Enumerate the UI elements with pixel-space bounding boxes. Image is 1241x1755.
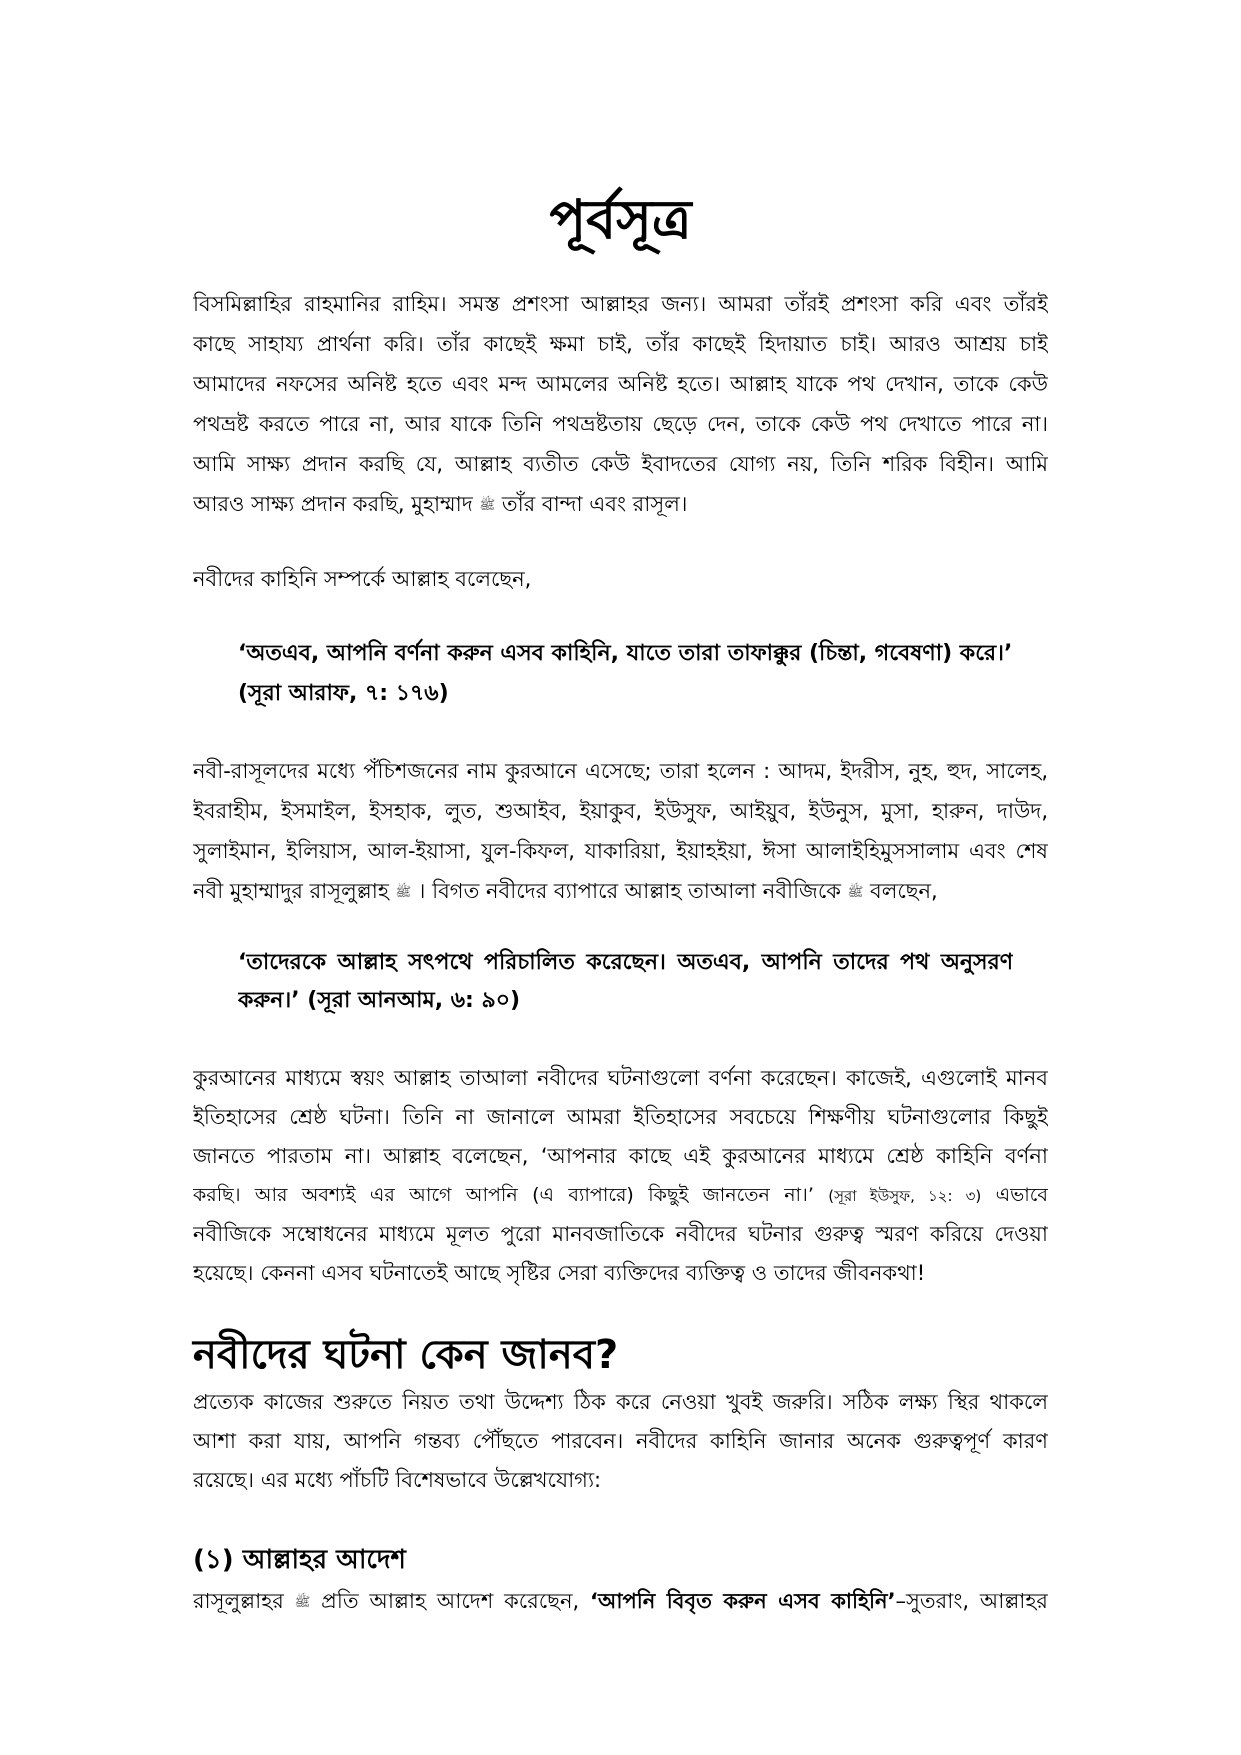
text-line <box>193 871 1048 911</box>
history-paragraph <box>193 1059 1048 1293</box>
honorific-symbol: ﷺ <box>395 884 412 900</box>
prophets-paragraph <box>193 751 1048 911</box>
honorific-symbol: ﷺ <box>479 497 496 513</box>
text-line: বিসমিল্লাহির রাহমানির রাহিম। সমস্ত প্রশংসা আল্লাহর জন্য। আমরা তাঁরই প্রশংসা করি এবং তাঁরই <box>193 292 1048 316</box>
text-line: আশা করা যায়, আপনি গন্তব্য পৌঁছতে পারবেন। নবীদের কাহিনি জানার অনেক গুরুত্বপূর্ণ কারণ <box>193 1429 1048 1453</box>
inline-citation: (সূরা ইউসুফ, ১২: ৩) <box>828 1187 982 1205</box>
text-line: আমাদের নফসের অনিষ্ট হতে এবং মন্দ আমলের অনিষ্ট হতে। আল্লাহ যাকে পথ দেখান, তাকে কেউ <box>193 372 1048 396</box>
stories-intro-paragraph <box>193 559 1048 599</box>
text-segment: করুন।’ <box>238 988 308 1013</box>
subsection-heading: (১) আল্লাহর আদেশ <box>193 1545 406 1575</box>
text-line: নবীদের কাহিনি সম্পর্কে আল্লাহ বলেছেন, <box>193 567 532 591</box>
honorific-symbol: ﷺ <box>294 1594 311 1610</box>
text-line: কুরআনের মাধ্যমে স্বয়ং আল্লাহ তাআলা নবীদের ঘটনাগুলো বর্ণনা করেছেন। কাজেই, এগুলোই মানব <box>193 1066 1048 1090</box>
text-segment: –সুতরাং, আল্লাহর <box>895 1589 1048 1613</box>
text-line: নবীজিকে সম্বোধনের মাধ্যমে মূলত পুরো মানবজাতিকে নবীদের ঘটনার গুরুত্ব স্মরণ করিয়ে দেওয়া <box>193 1222 1048 1246</box>
text-line: ইবরাহীম, ইসমাইল, ইসহাক, লুত, শুআইব, ইয়াকুব, ইউসুফ, আইয়ুব, ইউনুস, মুসা, হারুন, দাউদ, <box>193 799 1048 823</box>
section-paragraph <box>193 1383 1048 1500</box>
emphasis-text: ‘আপনি বিবৃত করুন এসব কাহিনি’ <box>590 1589 896 1613</box>
quote-line: ‘তাদেরকে আল্লাহ সৎপথে পরিচালিত করেছেন। অতএব, আপনি তাদের পথ অনুসরণ <box>238 950 1013 975</box>
quote-citation: (সূরা আনআম, ৬: ৯০) <box>307 988 521 1013</box>
text-line <box>193 484 1048 524</box>
text-segment: । বিগত নবীদের ব্যাপারে আল্লাহ তাআলা নবীজিকে <box>411 879 848 903</box>
text-segment: করছি। আর অবশ্যই এর আগে আপনি (এ ব্যাপারে) কিছুই জানতেন না।’ <box>193 1184 829 1206</box>
page-title: পূর্বসূত্র <box>549 188 692 251</box>
text-line: সুলাইমান, ইলিয়াস, আল-ইয়াসা, যুল-কিফল, যাকারিয়া, ইয়াহইয়া, ঈসা আলাইহিমুসসালাম এবং শেষ <box>193 839 1048 863</box>
quran-quote <box>238 634 1013 714</box>
quote-line <box>238 982 1013 1020</box>
text-segment: নবী মুহাম্মাদুর রাসূলুল্লাহ <box>193 879 396 903</box>
text-line: ইতিহাসের শ্রেষ্ঠ ঘটনা। তিনি না জানালে আমরা ইতিহাসের সবচেয়ে শিক্ষণীয় ঘটনাগুলোর কিছুই <box>193 1105 1048 1129</box>
text-line <box>193 1581 1048 1621</box>
quote-citation: (সূরা আরাফ, ৭: ১৭৬) <box>238 681 449 706</box>
quote-line: ‘অতএব, আপনি বর্ণনা করুন এসব কাহিনি, যাতে তারা তাফাক্কুর (চিন্তা, গবেষণা) করে।’ <box>238 641 1013 666</box>
text-segment: এভাবে <box>981 1184 1048 1206</box>
text-segment: বলছেন, <box>863 879 938 903</box>
text-segment: রাসূলুল্লাহর <box>193 1589 295 1613</box>
text-segment: আরও সাক্ষ্য প্রদান করছি, মুহাম্মাদ <box>193 492 480 516</box>
honorific-symbol: ﷺ <box>847 884 864 900</box>
opening-paragraph <box>193 284 1048 524</box>
text-segment: তাঁর বান্দা এবং রাসূল। <box>495 492 688 516</box>
text-line: প্রত্যেক কাজের শুরুতে নিয়ত তথা উদ্দেশ্য ঠিক করে নেওয়া খুবই জরুরি। সঠিক লক্ষ্য স্থির থাকলে <box>193 1390 1048 1414</box>
text-line: জানতে পারতাম না। আল্লাহ বলেছেন, ‘আপনার কাছে এই কুরআনের মাধ্যমে শ্রেষ্ঠ কাহিনি বর্ণনা <box>193 1144 1048 1168</box>
text-line: পথভ্রষ্ট করতে পারে না, আর যাকে তিনি পথভ্রষ্টতায় ছেড়ে দেন, তাকে কেউ পথ দেখাতে পারে না। <box>193 412 1048 436</box>
text-segment: প্রতি আল্লাহ আদেশ করেছেন, <box>310 1589 590 1613</box>
text-line: কাছে সাহায্য প্রার্থনা করি। তাঁর কাছেই ক্ষমা চাই, তাঁর কাছেই হিদায়াত চাই। আরও আশ্রয় চাই <box>193 332 1048 356</box>
command-paragraph <box>193 1581 1048 1621</box>
text-line: আমি সাক্ষ্য প্রদান করছি যে, আল্লাহ ব্যতীত কেউ ইবাদতের যোগ্য নয়, তিনি শরিক বিহীন। আমি <box>193 452 1048 476</box>
section-heading: নবীদের ঘটনা কেন জানব? <box>193 1332 619 1378</box>
quran-quote <box>238 944 1013 1020</box>
text-line: হয়েছে। কেননা এসব ঘটনাতেই আছে সৃষ্টির সেরা ব্যক্তিদের ব্যক্তিত্ব ও তাদের জীবনকথা! <box>193 1261 926 1285</box>
text-line <box>193 1176 1048 1215</box>
text-line: নবী-রাসূলদের মধ্যে পঁচিশজনের নাম কুরআনে এসেছে; তারা হলেন : আদম, ইদরীস, নুহ, হুদ, সালেহ, <box>193 759 1048 783</box>
text-line: রয়েছে। এর মধ্যে পাঁচটি বিশেষভাবে উল্লেখযোগ্য: <box>193 1468 602 1492</box>
